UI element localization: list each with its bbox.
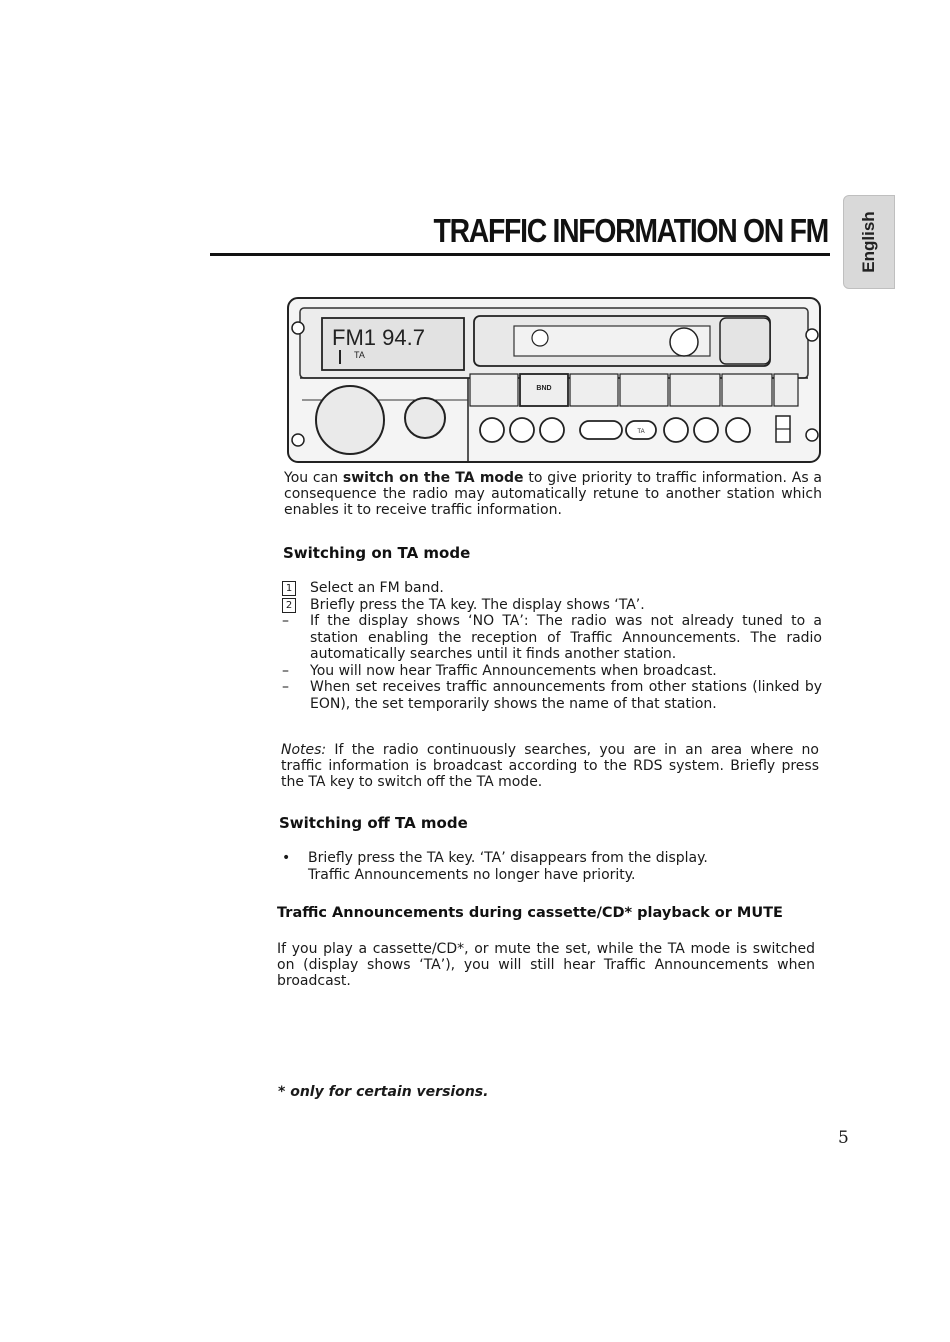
tuning-knob-icon [405,398,445,438]
dash-item-text: You will now hear Traffic Announcements when broadcast. [310,662,717,679]
switching-off-list [280,850,820,883]
notes-label: Notes: [281,742,327,758]
switching-on-list [282,580,822,712]
bullet-line-1: Briefly press the TA key. ‘TA’ disappears from the display. [308,850,708,866]
step-text: Select an FM band. [310,580,444,596]
eject-knob-icon [670,328,698,356]
dash-item-text: If the display shows ‘NO TA’: The radio was not already tuned to a station enabling the reception of Traffic Announcements. The radio automatically searches until it finds another station. [310,613,822,662]
heading-switching-on: Switching on TA mode [283,544,471,562]
lcd-ta-indicator: TA [354,350,365,360]
car-radio-illustration [282,290,827,472]
mount-hole-icon [806,429,818,441]
dash-marker: – [282,662,289,679]
preset-button-icon [510,418,534,442]
intro-emphasis: switch on the TA mode [342,470,524,486]
title-rule [210,253,830,256]
bullet-line-2: Traffic Announcements no longer have priority. [308,866,636,883]
step-number-box: 2 [282,598,296,613]
preset-button-icon [540,418,564,442]
dash-item [282,663,822,680]
heading-playback: Traffic Announcements during cassette/CD* playback or MUTE [277,905,783,921]
preset-button-icon [726,418,750,442]
preset-button-icon [664,418,688,442]
heading-switching-off: Switching off TA mode [279,814,468,832]
bullet-marker: • [282,850,291,866]
mount-hole-icon [292,434,304,446]
page-title: TRAFFIC INFORMATION ON FM [433,212,828,249]
preset-button-icon [480,418,504,442]
intro-text-end: to give priority to traffic information. As a consequence the radio may automatically retune to another station which enables it to receive traffic information. [284,470,822,518]
step-number-box: 1 [282,581,296,596]
language-tab [843,195,895,289]
dash-marker: – [282,679,289,695]
mount-hole-icon [806,329,818,341]
language-tab-label: English [859,211,878,273]
page-number: 5 [838,1128,849,1148]
dash-item [282,613,822,663]
notes-paragraph [281,742,819,790]
lcd-frequency: FM1 94.7 [332,325,425,350]
step-text: Briefly press the TA key. The display shows ‘TA’. [310,596,645,613]
playback-paragraph: If you play a cassette/CD*, or mute the set, while the TA mode is switched on (display shows ‘TA’), you will still hear Traffic Announcements when broadcast. [277,941,815,989]
preset-button-icon [694,418,718,442]
mount-hole-icon [292,322,304,334]
dash-marker: – [282,613,289,629]
intro-paragraph [284,470,822,518]
step-item [282,580,822,597]
ta-key-label: TA [637,429,645,435]
band-key-label: BND [536,385,552,392]
footnote: * only for certain versions. [278,1084,489,1100]
car-radio-drawing [282,290,827,468]
dash-item-text: When set receives traffic announcements from other stations (linked by EON), the set temporarily shows the name of that station. [310,679,822,712]
notes-text: If the radio continuously searches, you are in an area where no traffic information is broadcast according to the RDS system. Briefly press the TA key to switch off the TA mode. [281,742,819,790]
intro-text-start: You can [284,470,343,486]
volume-knob-icon [316,386,384,454]
bullet-item [280,850,820,883]
step-item [282,597,822,614]
dash-item [282,679,822,712]
